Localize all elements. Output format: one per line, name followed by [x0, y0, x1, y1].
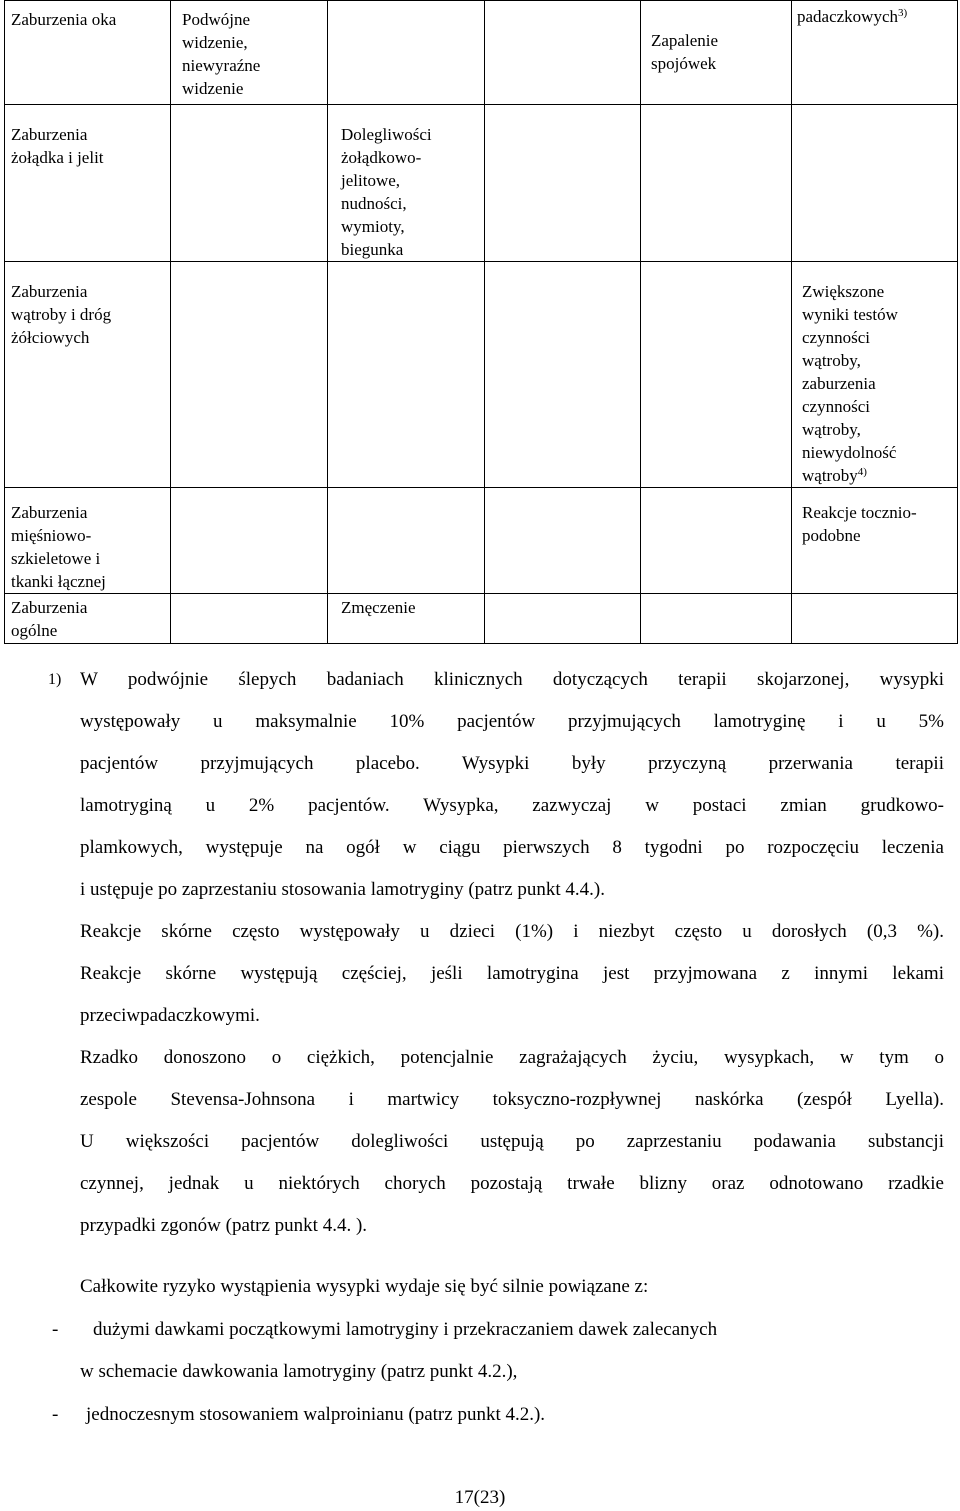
list-item-continuation: w schemacie dawkowania lamotryginy (patrz punkt 4.2.),: [80, 1361, 518, 1382]
text-line: przypadki zgonów (patrz punkt 4.4. ).: [80, 1215, 368, 1236]
table-cell: [792, 594, 958, 644]
table-cell: Zmęczenie: [328, 594, 485, 644]
text-line: zespole Stevensa-Johnsona i martwicy toksyczno-rozpływnej naskórka (zespół Lyella).: [80, 1089, 944, 1110]
text-line: pacjentów przyjmujących placebo. Wysypki były przyczyną przerwania terapii: [80, 753, 944, 774]
text-line: W podwójnie ślepych badaniach klinicznych dotyczących terapii skojarzonej, wysypki: [80, 669, 944, 690]
table-cell: [641, 105, 792, 262]
list-dash: -: [52, 1319, 59, 1340]
list-item: jednoczesnym stosowaniem walproinianu (patrz punkt 4.2.).: [86, 1404, 546, 1425]
organ-class-cell: Zaburzenia ogólne: [5, 594, 171, 644]
organ-class-cell: Zaburzenia żołądka i jelit: [5, 105, 171, 262]
table-cell: Reakcje toczniо- podobne: [792, 488, 958, 594]
table-row: [5, 594, 958, 644]
table-cell: [485, 488, 641, 594]
table-cell: [485, 1, 641, 105]
text-line: przeciwpadaczkowymi.: [80, 1005, 260, 1026]
table-cell: [641, 488, 792, 594]
page-number: 17(23): [454, 1487, 506, 1508]
text-line: plamkowych, występuje na ogół w ciągu pierwszych 8 tygodni po rozpoczęciu leczenia: [80, 837, 944, 858]
cell-text: Zwiększone wyniki testów czynności wątroby, zaburzenia czynności wątroby, niewydolność wątroby: [802, 282, 898, 485]
cell-text: padaczkowych: [797, 7, 899, 26]
table-cell: [485, 262, 641, 488]
text-line: Rzadko donoszono o ciężkich, potencjalnie zagrażających życiu, wysypkach, w tym o: [80, 1047, 944, 1068]
text-line: występowały u maksymalnie 10% pacjentów przyjmujących lamotryginę i u 5%: [80, 711, 944, 732]
table-cell: [641, 594, 792, 644]
list-dash: -: [52, 1404, 59, 1425]
text-line: Reakcje skórne występują częściej, jeśli lamotrygina jest przyjmowana z innymi lekami: [80, 963, 944, 984]
text-line: czynnej, jednak u niektórych chorych pozostają trwałe blizny oraz odnotowano rzadkie: [80, 1173, 944, 1194]
adverse-reactions-table: [4, 0, 958, 644]
table-cell: [641, 262, 792, 488]
table-cell: [171, 262, 328, 488]
organ-class-cell: Zaburzenia wątroby i dróg żółciowych: [5, 262, 171, 488]
text-line: Reakcje skórne często występowały u dzieci (1%) i niezbyt często u dorosłych (0,3 %).: [80, 921, 944, 942]
table-cell: [328, 488, 485, 594]
footnote-ref: 3): [898, 7, 908, 19]
table-row: [5, 105, 958, 262]
table-cell: [792, 262, 958, 488]
list-item: dużymi dawkami początkowymi lamotryginy i przekraczaniem dawek zalecanych: [93, 1319, 718, 1340]
text-line: i ustępuje po zaprzestaniu stosowania lamotryginy (patrz punkt 4.4.).: [80, 879, 606, 900]
table-cell: [171, 105, 328, 262]
footnote-text: [80, 659, 944, 1247]
table-cell: [485, 105, 641, 262]
table-cell: Zapalenie spojówek: [641, 1, 792, 105]
table-cell: [792, 105, 958, 262]
text-line: lamotryginą u 2% pacjentów. Wysypka, zazwyczaj w postaci zmian grudkowo-: [80, 795, 944, 816]
table-cell: [792, 1, 958, 105]
footnote-ref: 4): [857, 466, 867, 478]
table-row: [5, 262, 958, 488]
table-row: [5, 488, 958, 594]
text-line: U większości pacjentów dolegliwości ustępują po zaprzestaniu podawania substancji: [80, 1131, 944, 1152]
table-cell: Dolegliwości żołądkowo- jelitowe, nudności, wymioty, biegunka: [328, 105, 485, 262]
table-cell: [328, 1, 485, 105]
table-cell: [485, 594, 641, 644]
organ-class-cell: Zaburzenia mięśniowo- szkieletowe i tkanki łącznej: [5, 488, 171, 594]
table-cell: [328, 262, 485, 488]
table-row: [5, 1, 958, 105]
table-cell: [171, 488, 328, 594]
table-cell: [171, 594, 328, 644]
organ-class-cell: Zaburzenia oka: [5, 1, 171, 105]
footnote-number: 1): [48, 671, 62, 688]
table-cell: Podwójne widzenie, niewyraźne widzenie: [171, 1, 328, 105]
risk-intro: Całkowite ryzyko wystąpienia wysypki wydaje się być silnie powiązane z:: [80, 1276, 649, 1297]
